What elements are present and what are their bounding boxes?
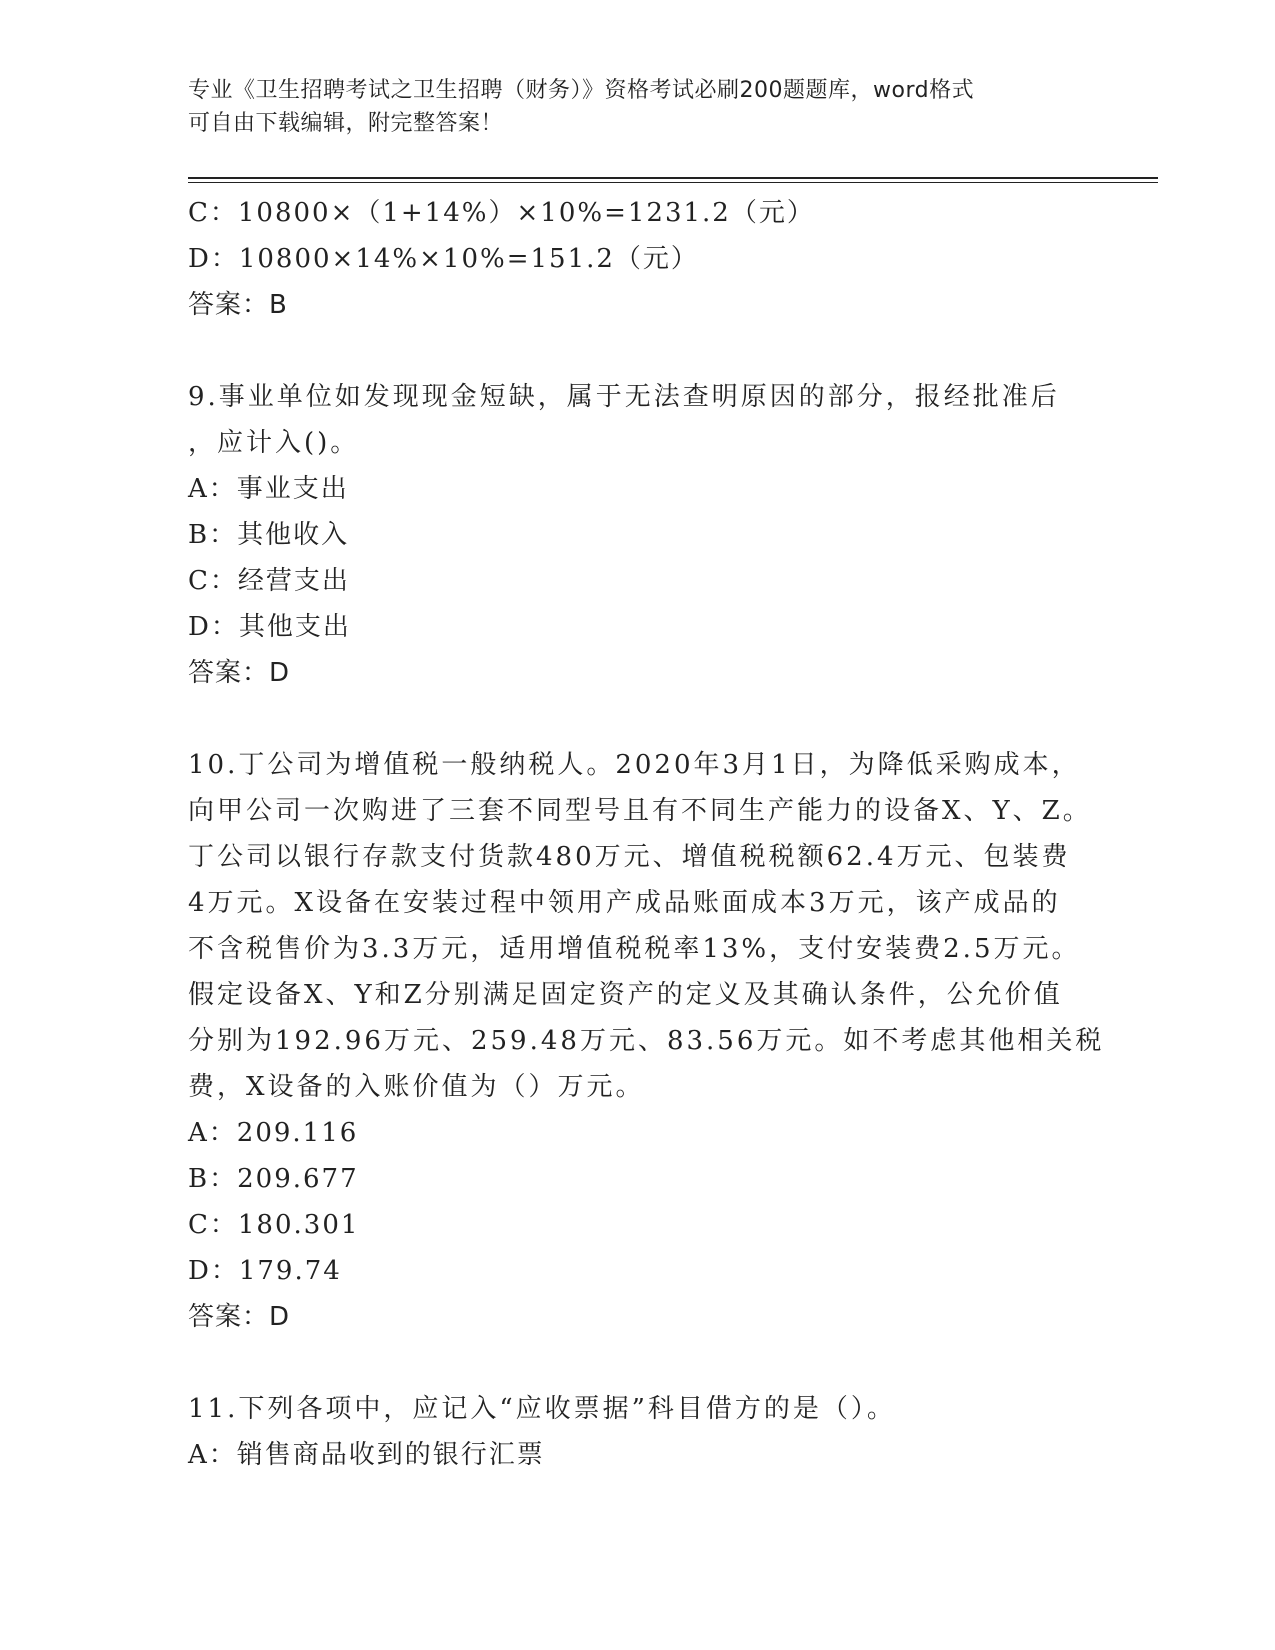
option-c: C：经营支出	[188, 566, 350, 596]
document-header	[188, 74, 1088, 140]
option-a: A：事业支出	[188, 474, 349, 504]
spacer	[188, 328, 1088, 374]
header-title-line2: 可自由下载编辑，附完整答案！	[188, 111, 504, 136]
document-body	[188, 190, 1105, 1478]
stem-line: 假定设备X、Y和Z分别满足固定资产的定义及其确认条件，公允价值	[188, 980, 1063, 1010]
option-d: D：179.74	[188, 1256, 342, 1286]
answer: 答案：D	[188, 1302, 291, 1332]
option-d: D：10800×14%×10%=151.2（元）	[188, 244, 699, 274]
answer: 答案：D	[188, 658, 291, 688]
answer: 答案：B	[188, 290, 288, 320]
spacer	[188, 1340, 1088, 1386]
question-stem	[188, 742, 1105, 1110]
option-d: D：其他支出	[188, 612, 351, 642]
option-b: B：209.677	[188, 1164, 359, 1194]
stem-line: 9.事业单位如发现现金短缺，属于无法查明原因的部分，报经批准后	[188, 382, 1060, 412]
stem-line: ，应计入()。	[188, 428, 360, 458]
option-a: A：209.116	[188, 1118, 359, 1148]
option-b: B：其他收入	[188, 520, 350, 550]
stem-line: 11.下列各项中，应记入“应收票据”科目借方的是（）。	[188, 1394, 896, 1424]
question-11	[188, 1386, 1088, 1478]
question-stem	[188, 1386, 1088, 1432]
question-stem	[188, 374, 1088, 466]
option-c: C：10800×（1+14%）×10%=1231.2（元）	[188, 198, 815, 228]
stem-line: 费，X设备的入账价值为（）万元。	[188, 1072, 645, 1102]
header-divider	[188, 177, 1158, 183]
question-8-continued	[188, 190, 1088, 328]
stem-line: 10.丁公司为增值税一般纳税人。2020年3月1日，为降低采购成本，	[188, 750, 1081, 780]
stem-line: 向甲公司一次购进了三套不同型号且有不同生产能力的设备X、Y、Z。	[188, 796, 1092, 826]
header-title-line1: 专业《卫生招聘考试之卫生招聘（财务）》资格考试必刷200题题库，word格式	[188, 78, 975, 103]
stem-line: 不含税售价为3.3万元，适用增值税税率13%，支付安装费2.5万元。	[188, 934, 1081, 964]
option-a: A：销售商品收到的银行汇票	[188, 1440, 545, 1470]
option-c: C：180.301	[188, 1210, 360, 1240]
spacer	[188, 696, 1088, 742]
question-9	[188, 374, 1088, 696]
stem-line: 丁公司以银行存款支付货款480万元、增值税税额62.4万元、包装费	[188, 842, 1071, 872]
question-10	[188, 742, 1105, 1340]
stem-line: 4万元。X设备在安装过程中领用产成品账面成本3万元，该产成品的	[188, 888, 1061, 918]
stem-line: 分别为192.96万元、259.48万元、83.56万元。如不考虑其他相关税	[188, 1026, 1105, 1056]
